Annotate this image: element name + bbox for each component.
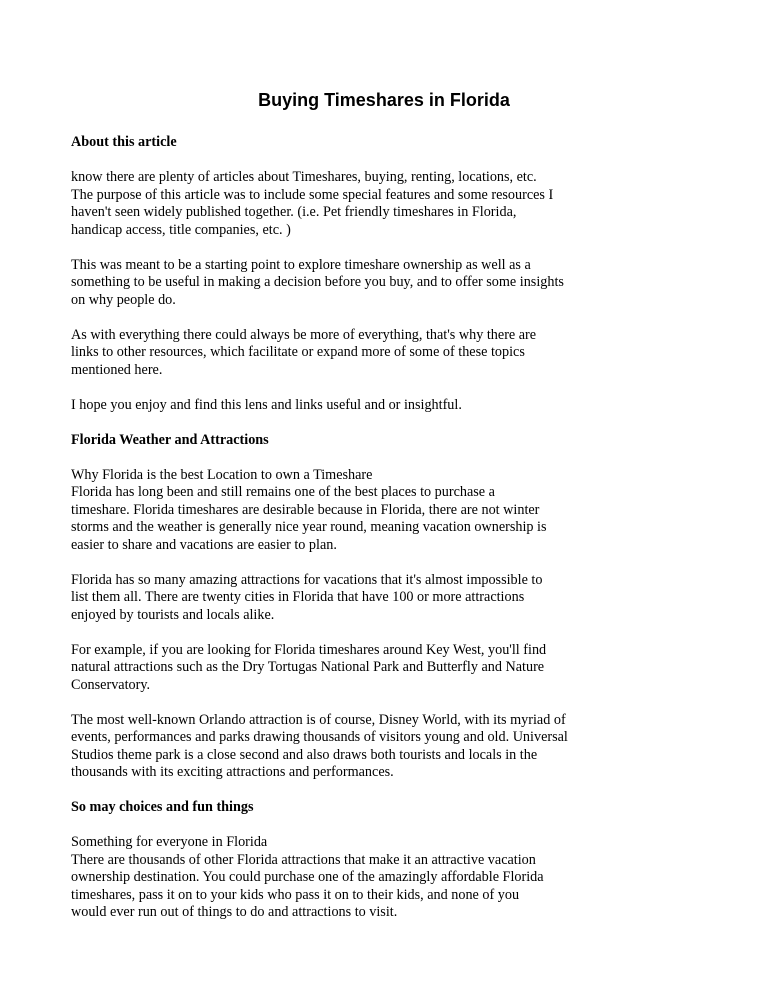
document-title: Buying Timeshares in Florida: [258, 90, 510, 110]
paragraph-line: Why Florida is the best Location to own a Timeshare: [71, 466, 373, 483]
paragraph-line: ownership destination. You could purchase one of the amazingly affordable Florida: [71, 869, 544, 885]
paragraph-line: natural attractions such as the Dry Tortugas National Park and Butterfly and Nature: [71, 659, 545, 675]
paragraph-line: I hope you enjoy and find this lens and links useful and or insightful.: [71, 396, 462, 413]
paragraph-line: something to be useful in making a decision before you buy, and to offer some insights: [71, 274, 564, 290]
heading-text: Florida Weather and Attractions: [71, 431, 269, 448]
paragraph: [71, 397, 711, 415]
paragraph: [71, 169, 711, 239]
paragraph-line: know there are plenty of articles about Timeshares, buying, renting, locations, etc.: [71, 169, 537, 185]
paragraph-line: would ever run out of things to do and attractions to visit.: [71, 904, 398, 920]
document-body: [71, 134, 711, 939]
section-heading: [71, 134, 711, 152]
paragraph: [71, 834, 711, 922]
paragraph-line: timeshare. Florida timeshares are desirable because in Florida, there are not winter: [71, 501, 540, 518]
paragraph-line: Something for everyone in Florida: [71, 834, 268, 850]
paragraph-line: For example, if you are looking for Florida timeshares around Key West, you'll find: [71, 641, 547, 658]
paragraph-line: Studios theme park is a close second and also draws both tourists and locals in the: [71, 746, 538, 763]
paragraph: [71, 467, 711, 555]
paragraph-line: This was meant to be a starting point to explore timeshare ownership as well as a: [71, 256, 531, 273]
paragraph-line: There are thousands of other Florida attractions that make it an attractive vacation: [71, 851, 536, 868]
paragraph: [71, 572, 711, 625]
paragraph: [71, 712, 711, 782]
heading-text: About this article: [71, 134, 177, 150]
paragraph-line: timeshares, pass it on to your kids who pass it on to their kids, and none of you: [71, 886, 520, 903]
paragraph-line: mentioned here.: [71, 361, 163, 378]
paragraph-line: on why people do.: [71, 291, 176, 308]
paragraph: [71, 642, 711, 695]
paragraph-line: As with everything there could always be more of everything, that's why there are: [71, 326, 537, 343]
paragraph-line: events, performances and parks drawing thousands of visitors young and old. Universal: [71, 729, 568, 745]
paragraph-line: handicap access, title companies, etc. ): [71, 221, 291, 238]
heading-text: So may choices and fun things: [71, 799, 254, 815]
paragraph-line: list them all. There are twenty cities in Florida that have 100 or more attractions: [71, 589, 525, 605]
paragraph-line: thousands with its exciting attractions and performances.: [71, 764, 394, 780]
paragraph-line: The most well-known Orlando attraction is of course, Disney World, with its myriad of: [71, 711, 566, 728]
paragraph-line: storms and the weather is generally nice year round, meaning vacation ownership is: [71, 519, 547, 535]
paragraph-line: enjoyed by tourists and locals alike.: [71, 606, 275, 623]
paragraph: [71, 327, 711, 380]
paragraph-line: easier to share and vacations are easier to plan.: [71, 536, 337, 553]
paragraph-line: links to other resources, which facilitate or expand more of some of these topics: [71, 344, 525, 360]
section-heading: [71, 799, 711, 817]
paragraph: [71, 257, 711, 310]
paragraph-line: haven't seen widely published together. (i.e. Pet friendly timeshares in Florida,: [71, 204, 517, 220]
paragraph-line: The purpose of this article was to include some special features and some resources I: [71, 186, 554, 203]
paragraph-line: Florida has long been and still remains one of the best places to purchase a: [71, 484, 495, 500]
paragraph-line: Conservatory.: [71, 676, 151, 693]
paragraph-line: Florida has so many amazing attractions for vacations that it's almost impossible to: [71, 571, 543, 588]
section-heading: [71, 432, 711, 450]
